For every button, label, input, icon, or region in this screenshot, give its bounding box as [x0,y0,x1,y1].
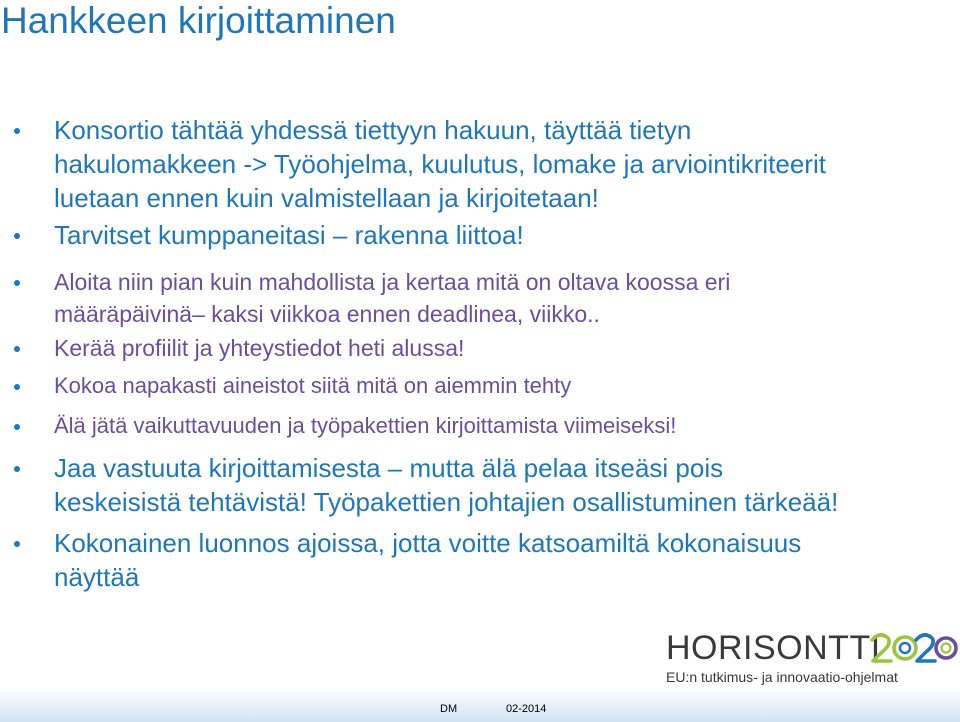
bullet-item [14,526,954,594]
footer-date: 02-2014 [506,703,547,715]
bullet-text: Älä jätä vaikuttavuuden ja työpakettien kirjoittamista viimeiseksi! [54,413,677,438]
bullet-dot-icon [14,233,20,239]
bullet-text: Tarvitset kumppaneitasi – rakenna liittoa! [54,220,524,250]
bullet-item [14,451,954,519]
bullet-text: Kokoa napakasti aineistot siitä mitä on aiemmin tehty [54,373,572,398]
bullet-list [14,113,954,594]
bullet-dot-icon [14,424,20,430]
footer-band [0,688,960,722]
bullet-dot-icon [14,541,20,547]
bullet-dot-icon [14,466,20,472]
footer-author: DM [440,703,458,715]
bullet-dot-icon [14,384,20,390]
slide-title: Hankkeen kirjoittaminen [1,0,396,41]
bullet-item [14,332,954,364]
logo-tagline: EU:n tutkimus- ja innovaatio-ohjelmat [666,669,898,685]
bullet-text: Kerää profiilit ja yhteystiedot heti alussa! [54,335,465,361]
bullet-item [14,218,954,252]
bullet-text: Aloita niin pian kuin mahdollista ja kertaa mitä on oltava koossa eri määräpäivinä– kaksi viikkoa ennen deadlinea, viikko.. [54,269,731,327]
bullet-text: Jaa vastuuta kirjoittamisesta – mutta älä pelaa itseäsi pois keskeisistä tehtävistä! Työpakettien johtajien osallistuminen tärkeää! [54,453,839,517]
bullet-item [14,266,954,330]
bullet-item [14,113,954,215]
horisontti-2020-logo [666,628,958,688]
bullet-dot-icon [14,346,20,352]
bullet-dot-icon [14,280,20,286]
logo-wordmark: HORISONTTI [666,629,881,667]
bullet-dot-icon [14,128,20,134]
logo-year-icon [870,630,958,666]
bullet-item [14,410,954,441]
bullet-text: Kokonainen luonnos ajoissa, jotta voitte katsoamiltä kokonaisuus näyttää [54,528,802,592]
bullet-item [14,370,954,401]
bullet-text: Konsortio tähtää yhdessä tiettyyn hakuun, täyttää tietyn hakulomakkeen -> Työohjelma, kuulutus, lomake ja arviointikriteerit luetaan ennen kuin valmistellaan ja kirjoitetaan! [54,115,826,213]
